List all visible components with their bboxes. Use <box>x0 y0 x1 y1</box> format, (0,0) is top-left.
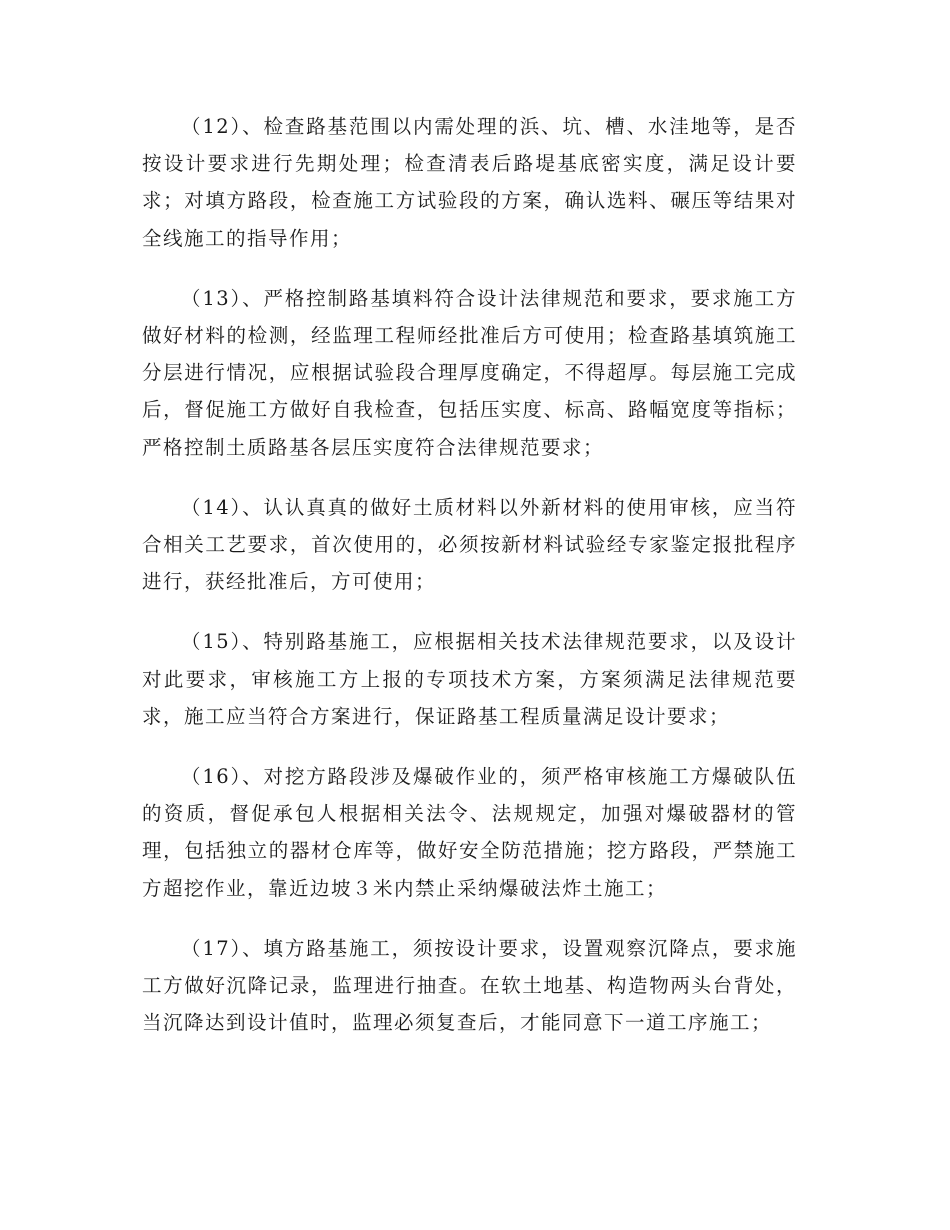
paragraph-14: （14）、认认真真的做好土质材料以外新材料的使用审核，应当符合相关工艺要求，首次使用的，必须按新材料试验经专家鉴定报批程序进行，获经批准后，方可使用； <box>142 495 797 594</box>
paragraph-17: （17）、填方路基施工，须按设计要求，设置观察沉降点，要求施工方做好沉降记录，监理进行抽查。在软土地基、构造物两头台背处，当沉降达到设计值时，监理必须复查后，才能同意下一道工序施工； <box>142 936 797 1035</box>
paragraph-15: （15）、特别路基施工，应根据相关技术法律规范要求，以及设计对此要求，审核施工方上报的专项技术方案，方案须满足法律规范要求，施工应当符合方案进行，保证路基工程质量满足设计要求； <box>142 630 797 728</box>
paragraph-12: （12）、检查路基范围以内需处理的浜、坑、槽、水洼地等，是否按设计要求进行先期处理；检查清表后路堤基底密实度，满足设计要求；对填方路段，检查施工方试验段的方案，确认选料、碾压等结果对全线施工的指导作用； <box>142 115 797 250</box>
paragraph-13: （13）、严格控制路基填料符合设计法律规范和要求，要求施工方做好材料的检测，经监理工程师经批准后方可使用；检查路基填筑施工分层进行情况，应根据试验段合理厚度确定，不得超厚。每层施工完成后，督促施工方做好自我检查，包括压实度、标高、路幅宽度等指标；严格控制土质路基各层压实度符合法律规范要求； <box>142 286 797 459</box>
paragraph-16: （16）、对挖方路段涉及爆破作业的，须严格审核施工方爆破队伍的资质，督促承包人根据相关法令、法规规定，加强对爆破器材的管理，包括独立的器材仓库等，做好安全防范措施；挖方路段，严禁施工方超挖作业，靠近边坡３米内禁止采纳爆破法炸土施工； <box>142 765 797 900</box>
document-body <box>142 108 797 1064</box>
